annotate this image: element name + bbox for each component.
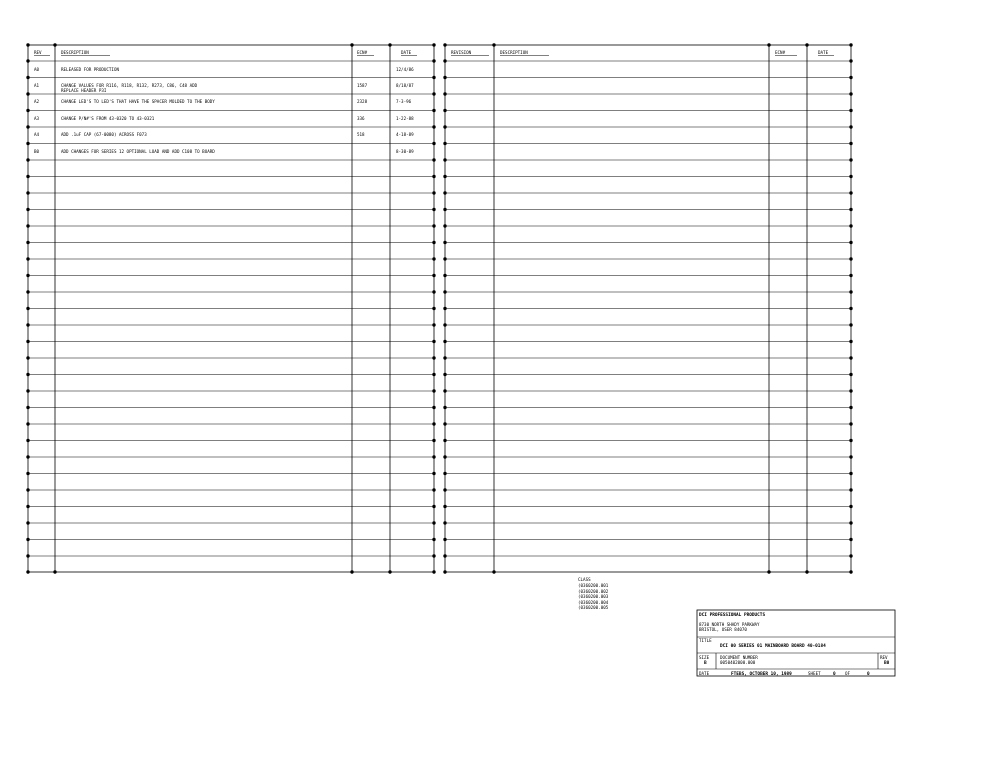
junction-dot	[432, 488, 435, 491]
junction-dot	[443, 43, 446, 46]
junction-dot	[26, 472, 29, 475]
row-ecn: 1587	[357, 83, 368, 88]
junction-dot	[26, 76, 29, 79]
header-ecn: ECN#	[357, 50, 368, 55]
junction-dot	[432, 92, 435, 95]
table-row	[34, 116, 414, 121]
table-row	[34, 132, 414, 137]
junction-dot	[26, 208, 29, 211]
junction-dot	[432, 472, 435, 475]
junction-dot	[53, 43, 56, 46]
sheet-number: 0	[833, 672, 836, 677]
rev-label: REV	[880, 655, 888, 660]
junction-dot	[432, 340, 435, 343]
junction-dot	[432, 109, 435, 112]
junction-dot	[443, 307, 446, 310]
revision-table-right	[445, 45, 851, 572]
revision-table-left	[28, 45, 434, 572]
junction-dot	[443, 570, 446, 573]
junction-dot	[432, 175, 435, 178]
junction-dot	[432, 538, 435, 541]
sheet-total: 0	[867, 672, 870, 677]
junction-dot	[849, 125, 852, 128]
junction-dot	[849, 340, 852, 343]
junction-dot	[849, 406, 852, 409]
junction-dot	[26, 570, 29, 573]
junction-dot	[26, 274, 29, 277]
header-description: DESCRIPTION	[61, 50, 89, 55]
part-list-item: (0360200.003	[578, 594, 609, 599]
row-description: CHANGE P/N#'S FROM 43-0320 TO 43-0321	[61, 116, 155, 121]
date-label: DATE	[699, 671, 710, 676]
junction-dot	[350, 43, 353, 46]
row-date: 7-3-96	[396, 99, 412, 104]
junction-dot	[849, 356, 852, 359]
junction-dot	[849, 323, 852, 326]
junction-dot	[432, 505, 435, 508]
junction-dot	[849, 241, 852, 244]
junction-dot	[849, 554, 852, 557]
junction-dot	[26, 356, 29, 359]
junction-dot	[849, 274, 852, 277]
junction-dot	[443, 455, 446, 458]
junction-dot	[432, 406, 435, 409]
junction-dot	[432, 158, 435, 161]
junction-dot	[767, 43, 770, 46]
junction-dot	[849, 455, 852, 458]
part-list-heading: CLASS	[578, 577, 591, 582]
junction-dot	[432, 422, 435, 425]
junction-dot	[443, 488, 446, 491]
junction-dot	[849, 76, 852, 79]
junction-dot	[432, 59, 435, 62]
rev-value: B0	[884, 661, 890, 666]
junction-dot	[443, 373, 446, 376]
junction-dot	[26, 257, 29, 260]
junction-dot	[26, 538, 29, 541]
junction-dot	[849, 307, 852, 310]
junction-dot	[443, 59, 446, 62]
junction-dot	[432, 323, 435, 326]
header-date: DATE	[818, 50, 829, 55]
junction-dot	[432, 125, 435, 128]
junction-dot	[849, 570, 852, 573]
junction-dot	[432, 241, 435, 244]
junction-dot	[26, 92, 29, 95]
junction-dot	[492, 570, 495, 573]
table-row	[34, 99, 412, 104]
junction-dot	[443, 92, 446, 95]
junction-dot	[432, 257, 435, 260]
date-value: FTEBS, OCTOBER 10, 1989	[731, 672, 792, 677]
table-row	[34, 83, 414, 93]
size-value: B	[704, 661, 707, 666]
junction-dot	[26, 406, 29, 409]
row-rev: B0	[34, 149, 40, 154]
junction-dot	[432, 191, 435, 194]
row-date: 8-30-89	[396, 149, 414, 154]
junction-dot	[432, 224, 435, 227]
junction-dot	[443, 422, 446, 425]
table-row	[34, 67, 414, 72]
sheet-label: SHEET	[808, 671, 821, 676]
junction-dot	[26, 290, 29, 293]
junction-dot	[443, 389, 446, 392]
junction-dot	[849, 439, 852, 442]
junction-dot	[443, 224, 446, 227]
junction-dot	[350, 570, 353, 573]
junction-dot	[26, 455, 29, 458]
junction-dot	[26, 241, 29, 244]
junction-dot	[849, 43, 852, 46]
header-description: DESCRIPTION	[500, 50, 528, 55]
row-rev: A2	[34, 99, 40, 104]
junction-dot	[26, 389, 29, 392]
junction-dot	[26, 439, 29, 442]
junction-dot	[443, 472, 446, 475]
junction-dot	[432, 307, 435, 310]
row-ecn: 336	[357, 116, 365, 121]
junction-dot	[849, 422, 852, 425]
junction-dot	[443, 356, 446, 359]
document-number: 0050402000.000	[720, 660, 756, 665]
junction-dot	[443, 191, 446, 194]
company-address-line1: 8730 NORTH SHADY PARKWAY	[699, 622, 760, 627]
junction-dot	[443, 323, 446, 326]
junction-dot	[805, 43, 808, 46]
junction-dot	[849, 472, 852, 475]
row-date: 4-18-89	[396, 132, 414, 137]
header-ecn: ECN#	[775, 50, 786, 55]
junction-dot	[26, 554, 29, 557]
junction-dot	[26, 323, 29, 326]
junction-dot	[388, 43, 391, 46]
junction-dot	[849, 109, 852, 112]
part-list-item: (0360200.002	[578, 589, 609, 594]
junction-dot	[26, 521, 29, 524]
row-date: 1-22-88	[396, 116, 414, 121]
junction-dot	[26, 158, 29, 161]
junction-dot	[443, 290, 446, 293]
junction-dot	[26, 488, 29, 491]
junction-dot	[849, 59, 852, 62]
title-block	[697, 610, 895, 677]
row-description: ADD .1uF CAP (67-0080) ACROSS F073	[61, 132, 147, 137]
junction-dot	[443, 521, 446, 524]
junction-dot	[443, 241, 446, 244]
title-label: TITLE	[699, 638, 712, 643]
junction-dot	[849, 373, 852, 376]
junction-dot	[443, 109, 446, 112]
junction-dot	[432, 290, 435, 293]
junction-dot	[849, 257, 852, 260]
row-date: 8/18/87	[396, 83, 414, 88]
junction-dot	[443, 340, 446, 343]
drawing-title: DCI 00 SERIES 01 MAINBOARD BOARD 40-0184	[720, 644, 826, 649]
junction-dot	[53, 570, 56, 573]
junction-dot	[443, 175, 446, 178]
junction-dot	[849, 488, 852, 491]
junction-dot	[432, 142, 435, 145]
junction-dot	[849, 142, 852, 145]
row-date: 12/4/86	[396, 67, 414, 72]
junction-dot	[443, 505, 446, 508]
part-number-list	[578, 577, 609, 610]
junction-dot	[443, 406, 446, 409]
junction-dot	[805, 570, 808, 573]
junction-dot	[849, 224, 852, 227]
junction-dot	[849, 191, 852, 194]
row-description: RELEASED FOR PRODUCTION	[61, 67, 119, 72]
junction-dot	[26, 43, 29, 46]
junction-dot	[443, 208, 446, 211]
header-revision: REVISION	[451, 50, 472, 55]
row-rev: A3	[34, 116, 40, 121]
junction-dot	[26, 373, 29, 376]
junction-dot	[849, 505, 852, 508]
junction-dot	[443, 125, 446, 128]
junction-dot	[432, 570, 435, 573]
junction-dot	[443, 158, 446, 161]
junction-dot	[26, 59, 29, 62]
junction-dot	[26, 109, 29, 112]
company-address-line2: BRISTOL, USER 84070	[699, 627, 747, 632]
junction-dot	[432, 43, 435, 46]
junction-dot	[26, 125, 29, 128]
junction-dot	[388, 570, 391, 573]
junction-dot	[26, 340, 29, 343]
part-list-item: (0360200.004	[578, 600, 609, 605]
junction-dot	[432, 439, 435, 442]
junction-dot	[849, 521, 852, 524]
junction-dot	[432, 356, 435, 359]
junction-dot	[849, 208, 852, 211]
row-description-line2: REPLACE HEADER P3I	[61, 88, 107, 93]
junction-dot	[26, 307, 29, 310]
junction-dot	[26, 422, 29, 425]
junction-dot	[443, 142, 446, 145]
document-number-label: DOCUMENT NUMBER	[720, 655, 758, 660]
junction-dot	[432, 455, 435, 458]
junction-dot	[443, 554, 446, 557]
junction-dot	[432, 208, 435, 211]
row-rev: A4	[34, 132, 40, 137]
row-description: ADD CHANGES FOR SERIES 12 OPTIONAL LOAD AND ADD C108 TO BOARD	[61, 149, 215, 154]
row-rev: A1	[34, 83, 40, 88]
header-date: DATE	[401, 50, 412, 55]
part-list-item: (0360200.001	[578, 583, 609, 588]
junction-dot	[443, 274, 446, 277]
junction-dot	[849, 389, 852, 392]
junction-dot	[26, 191, 29, 194]
junction-dot	[26, 224, 29, 227]
junction-dot	[432, 521, 435, 524]
junction-dot	[432, 274, 435, 277]
row-ecn: 2328	[357, 99, 368, 104]
junction-dot	[432, 389, 435, 392]
junction-dot	[432, 554, 435, 557]
junction-dot	[432, 373, 435, 376]
junction-dot	[443, 257, 446, 260]
junction-dot	[849, 158, 852, 161]
part-list-item: (0360200.005	[578, 605, 609, 610]
row-ecn: 518	[357, 132, 365, 137]
junction-dot	[443, 439, 446, 442]
junction-dot	[26, 505, 29, 508]
size-label: SIZE	[699, 655, 710, 660]
company-name: DCI PROFESSIONAL PRODUCTS	[699, 613, 766, 618]
header-rev: REV	[34, 50, 42, 55]
table-row	[34, 149, 414, 154]
junction-dot	[767, 570, 770, 573]
junction-dot	[26, 142, 29, 145]
row-rev: A0	[34, 67, 40, 72]
junction-dot	[432, 76, 435, 79]
junction-dot	[26, 175, 29, 178]
junction-dot	[849, 175, 852, 178]
junction-dot	[443, 538, 446, 541]
junction-dot	[443, 76, 446, 79]
junction-dot	[849, 290, 852, 293]
junction-dot	[492, 43, 495, 46]
junction-dot	[849, 92, 852, 95]
row-description: CHANGE LED'S TO LED'S THAT HAVE THE SPACER MOLDED TO THE BODY	[61, 99, 215, 104]
row-description: CHANGE VALUES FOR R116, R118, R132, R273, C86, C48 ADD	[61, 83, 198, 88]
junction-dot	[849, 538, 852, 541]
sheet-of-label: OF	[845, 671, 851, 676]
